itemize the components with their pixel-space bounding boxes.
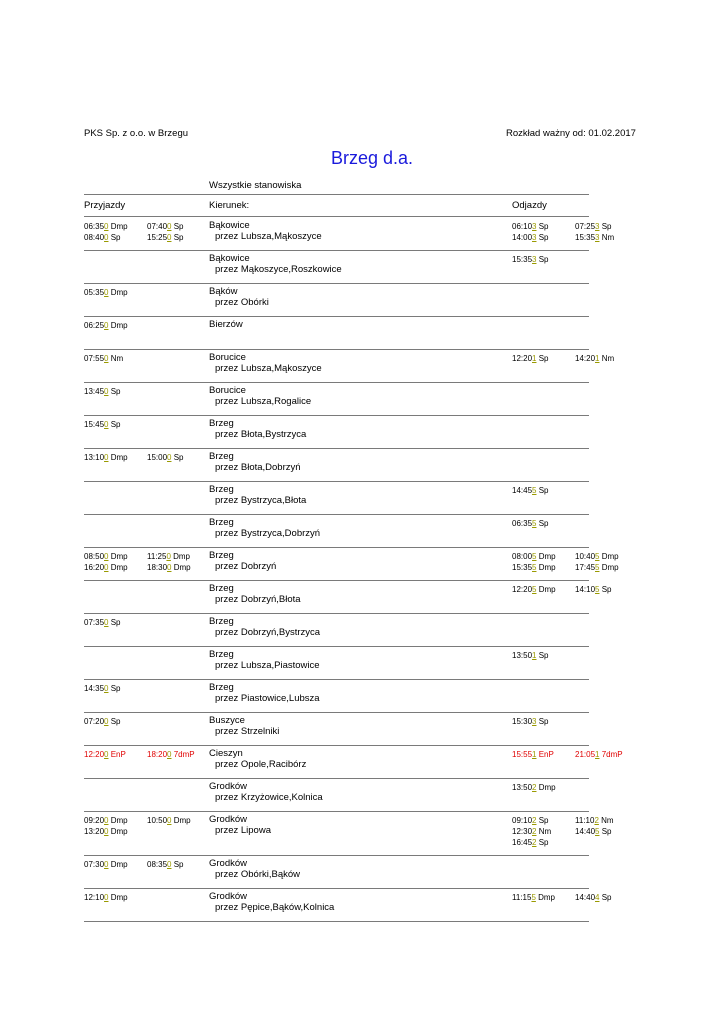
arrival-time: 18:200 7dmP [147,750,195,759]
arrival-time: 11:250 Dmp [147,552,191,561]
route-via: przez Strzelniki [215,726,280,737]
destination-name: Bąkowice [209,253,250,264]
arrival-time: 13:100 Dmp [84,453,128,462]
departure-time: 14:405 Sp [575,827,612,836]
destination-name: Brzeg [209,583,234,594]
destination-name: Brzeg [209,682,234,693]
table-row [84,812,614,856]
route-via: przez Błota,Dobrzyń [215,462,301,473]
departure-time: 13:502 Dmp [512,783,556,792]
route-via: przez Opole,Racibórz [215,759,307,770]
table-row [84,548,619,581]
route-via: przez Pępice,Bąków,Kolnica [215,902,335,913]
route-via: przez Bystrzyca,Błota [215,495,307,506]
table-row [84,449,589,482]
destination-name: Grodków [209,891,248,902]
departure-time: 14:404 Sp [575,893,612,902]
destination-name: Buszyce [209,715,245,726]
table-row [84,647,589,680]
arrival-time: 09:200 Dmp [84,816,128,825]
arrival-time: 12:100 Dmp [84,893,128,902]
destination-name: Bąkowice [209,220,250,231]
table-row [84,713,589,746]
departure-time: 15:353 Sp [512,255,549,264]
stations-label: Wszystkie stanowiska [209,180,302,191]
route-via: przez Obórki [215,297,269,308]
departure-time: 15:355 Dmp [512,563,556,572]
arrival-time: 07:350 Sp [84,618,121,627]
arrival-time: 13:450 Sp [84,387,121,396]
route-via: przez Piastowice,Lubsza [215,693,320,704]
destination-name: Brzeg [209,451,234,462]
arrival-time: 06:250 Dmp [84,321,128,330]
route-via: przez Dobrzyń,Bystrzyca [215,627,321,638]
destination-name: Brzeg [209,418,234,429]
destination-name: Grodków [209,814,248,825]
arrival-time: 15:000 Sp [147,453,184,462]
table-row [84,856,589,889]
arrival-time: 05:350 Dmp [84,288,128,297]
destination-name: Grodków [209,858,248,869]
departure-time: 17:455 Dmp [575,563,619,572]
destination-name: Bąków [209,286,238,297]
col-arrivals-header: Przyjazdy [84,200,126,211]
departure-time: 12:205 Dmp [512,585,556,594]
arrival-time: 13:200 Dmp [84,827,128,836]
arrival-time: 10:500 Dmp [147,816,191,825]
route-via: przez Dobrzyń [215,561,277,572]
departure-time: 14:201 Nm [575,354,615,363]
valid-from: Rozkład ważny od: 01.02.2017 [506,128,636,139]
arrival-time: 15:450 Sp [84,420,121,429]
arrival-time: 07:400 Sp [147,222,184,231]
table-row [84,680,589,713]
departure-time: 15:551 EnP [512,750,554,759]
arrival-time: 12:200 EnP [84,750,126,759]
arrival-time: 15:250 Sp [147,233,184,242]
departure-time: 07:253 Sp [575,222,612,231]
destination-name: Borucice [209,352,246,363]
departure-time: 14:105 Sp [575,585,612,594]
route-via: przez Lipowa [215,825,271,836]
departure-time: 08:005 Dmp [512,552,556,561]
route-via: przez Lubsza,Rogalice [215,396,312,407]
table-row [84,746,623,779]
route-via: przez Mąkoszyce,Roszkowice [215,264,342,275]
col-departures-header: Odjazdy [512,200,547,211]
departure-time: 15:353 Nm [575,233,615,242]
route-via: przez Lubsza,Mąkoszyce [215,231,322,242]
departure-time: 12:302 Nm [512,827,552,836]
departure-time: 21:051 7dmP [575,750,623,759]
table-row [84,614,589,647]
departure-time: 06:355 Sp [512,519,549,528]
departure-time: 10:405 Dmp [575,552,619,561]
arrival-time: 07:200 Sp [84,717,121,726]
table-row [84,482,589,515]
destination-name: Brzeg [209,517,234,528]
table-row [84,317,589,350]
destination-name: Brzeg [209,649,234,660]
arrival-time: 16:200 Dmp [84,563,128,572]
arrival-time: 14:350 Sp [84,684,121,693]
route-via: przez Lubsza,Mąkoszyce [215,363,322,374]
departure-time: 15:303 Sp [512,717,549,726]
route-via: przez Bystrzyca,Dobrzyń [215,528,321,539]
route-via: przez Dobrzyń,Błota [215,594,301,605]
page-title: Brzeg d.a. [330,148,414,168]
table-row [84,251,589,284]
destination-name: Brzeg [209,550,234,561]
departure-time: 13:501 Sp [512,651,549,660]
arrival-time: 08:400 Sp [84,233,121,242]
table-row [84,779,589,812]
route-via: przez Obórki,Bąków [215,869,301,880]
table-row [84,350,615,383]
departure-time: 11:155 Dmp [512,893,556,902]
departure-time: 14:003 Sp [512,233,549,242]
destination-name: Brzeg [209,616,234,627]
table-row [84,416,589,449]
departure-time: 16:452 Sp [512,838,549,847]
arrival-time: 18:300 Dmp [147,563,191,572]
destination-name: Bierzów [209,319,243,330]
departure-time: 14:455 Sp [512,486,549,495]
departure-time: 11:102 Nm [575,816,614,825]
route-via: przez Lubsza,Piastowice [215,660,320,671]
table-row [84,218,615,251]
company-name: PKS Sp. z o.o. w Brzegu [84,128,189,139]
arrival-time: 08:500 Dmp [84,552,128,561]
destination-name: Borucice [209,385,246,396]
departure-time: 09:102 Sp [512,816,549,825]
arrival-time: 06:350 Dmp [84,222,128,231]
arrival-time: 07:300 Dmp [84,860,128,869]
destination-name: Cieszyn [209,748,243,759]
departure-time: 12:201 Sp [512,354,549,363]
table-row [84,383,589,416]
route-via: przez Błota,Bystrzyca [215,429,307,440]
route-via: przez Krzyżowice,Kolnica [215,792,323,803]
col-direction-header: Kierunek: [209,200,250,211]
arrival-time: 08:350 Sp [147,860,184,869]
destination-name: Brzeg [209,484,234,495]
destination-name: Grodków [209,781,248,792]
arrival-time: 07:550 Nm [84,354,124,363]
departure-time: 06:103 Sp [512,222,549,231]
table-row [84,581,612,614]
table-row [84,515,589,548]
table-row [84,284,589,317]
table-row [84,889,612,922]
